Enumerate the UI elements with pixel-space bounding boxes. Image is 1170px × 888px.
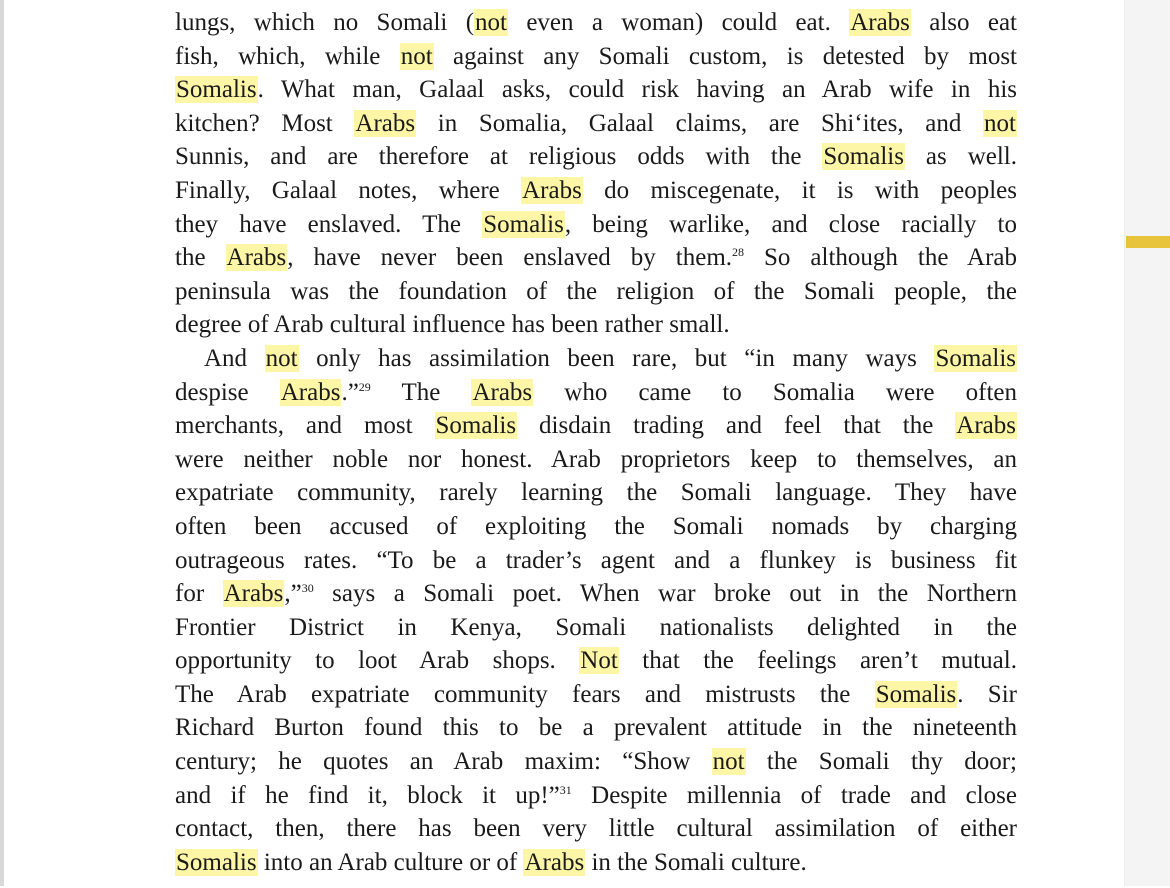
search-highlight: Somalis (176, 76, 257, 104)
text-run: also eat (910, 9, 1017, 36)
text-run: The (370, 378, 472, 406)
document-page (175, 6, 1017, 879)
search-highlight: Arabs (956, 412, 1016, 440)
search-highlight: Arabs (850, 9, 910, 36)
text-run: they have enslaved. The (175, 210, 483, 238)
text-line (175, 577, 1017, 611)
search-highlight: Arabs (522, 176, 582, 204)
text-run: Despite millennia of trade and close (571, 781, 1017, 809)
text-line (175, 544, 1017, 578)
text-run: were neither noble nor honest. Arab proprietors keep to themselves, an (175, 445, 1017, 473)
search-highlight: Somalis (823, 143, 904, 171)
text-line (175, 241, 1017, 275)
text-run: .” (341, 378, 359, 406)
text-run: who came to Somalia were often (533, 378, 1017, 406)
text-line (175, 510, 1017, 544)
text-run: despise (175, 378, 280, 406)
text-run: kitchen? Most (175, 109, 355, 137)
text-line (175, 476, 1017, 510)
text-line (175, 275, 1017, 309)
text-run: Richard Burton found this to be a prevalent attitude in the nineteenth (175, 714, 1017, 742)
search-highlight: not (400, 42, 433, 70)
text-run: even a woman) could eat. (508, 9, 850, 36)
text-run: lungs, which no Somali ( (175, 9, 475, 36)
search-highlight: Arabs (280, 378, 341, 406)
text-line (175, 140, 1017, 174)
search-highlight: not (265, 344, 298, 372)
text-run: peninsula was the foundation of the religion of the Somali people, the (175, 277, 1017, 305)
text-run: . What man, Galaal asks, could risk having an Arab wife in his (257, 76, 1017, 104)
text-line (175, 308, 1017, 342)
text-run: century; he quotes an Arab maxim: “Show (175, 748, 712, 776)
text-run: Sunnis, and are therefore at religious odds with the (175, 143, 823, 171)
search-highlight: Arabs (355, 109, 416, 137)
search-highlight: Arabs (472, 378, 533, 406)
text-run: , have never been enslaved by them. (287, 244, 733, 272)
text-line (175, 678, 1017, 712)
text-line (175, 376, 1017, 410)
text-line (175, 208, 1017, 242)
text-run: do miscegenate, it is with peoples (582, 176, 1017, 204)
footnote-ref: 30 (301, 581, 314, 596)
text-run: So although the Arab (744, 244, 1018, 272)
text-run: , being warlike, and close racially to (564, 210, 1017, 238)
text-run: the (175, 244, 226, 272)
text-run: in the Somali culture. (585, 848, 807, 876)
text-run: . Sir (957, 680, 1017, 708)
text-line (175, 6, 1017, 40)
text-line (175, 644, 1017, 678)
text-run: and if he find it, block it up!” (175, 781, 560, 809)
text-line (175, 443, 1017, 477)
search-highlight: Somalis (435, 412, 517, 440)
text-line (175, 812, 1017, 846)
text-run: The Arab expatriate community fears and mistrusts the (175, 680, 875, 708)
text-run: in Somalia, Galaal claims, are Shi‘ites, and (416, 109, 984, 137)
text-line (175, 342, 1017, 376)
text-line (175, 745, 1017, 779)
text-run: degree of Arab cultural influence has been rather small. (175, 311, 730, 339)
text-run: disdain trading and feel that the (517, 412, 956, 440)
search-highlight: Arabs (524, 848, 585, 876)
text-run: merchants, and most (175, 412, 435, 440)
text-run: And (204, 344, 265, 372)
search-highlight: Somalis (176, 848, 257, 876)
text-run: Finally, Galaal notes, where (175, 176, 522, 204)
text-run: often been accused of exploiting the Somali nomads by charging (175, 512, 1017, 540)
scrollbar-track[interactable] (1124, 0, 1170, 886)
text-run: contact, then, there has been very little cultural assimilation of either (175, 815, 1017, 843)
search-highlight: Somalis (483, 210, 564, 238)
search-highlight: Arabs (226, 244, 287, 272)
text-run: Frontier District in Kenya, Somali nationalists delighted in the (175, 613, 1017, 641)
text-run: into an Arab culture or of (257, 848, 524, 876)
footnote-ref: 28 (732, 245, 745, 260)
search-highlight: Somalis (875, 680, 957, 708)
text-run: outrageous rates. “To be a trader’s agent and a flunkey is business fit (175, 546, 1017, 574)
text-line (175, 611, 1017, 645)
cut-off-next-line (198, 880, 958, 888)
text-run: opportunity to loot Arab shops. (175, 647, 580, 675)
text-run: says a Somali poet. When war broke out in the Northern (313, 580, 1017, 608)
text-line (175, 107, 1017, 141)
text-line (175, 779, 1017, 813)
search-highlight: Somalis (935, 344, 1017, 372)
text-run: the Somali thy door; (745, 748, 1017, 776)
footnote-ref: 29 (358, 379, 371, 394)
search-highlight: not (984, 109, 1016, 137)
text-line (175, 711, 1017, 745)
search-highlight: not (712, 748, 745, 776)
text-run: as well. (904, 143, 1017, 171)
search-highlight: not (475, 9, 507, 36)
text-run: against any Somali custom, is detested by most (433, 42, 1018, 70)
text-line (175, 174, 1017, 208)
text-line (175, 40, 1017, 74)
text-run: fish, which, while (175, 42, 400, 70)
text-run: for (175, 580, 223, 608)
text-line (175, 73, 1017, 107)
search-highlight: Not (580, 647, 618, 675)
text-line (175, 409, 1017, 443)
text-run: ,” (284, 580, 302, 608)
text-line (175, 846, 1017, 880)
search-highlight: Arabs (223, 580, 284, 608)
text-run: expatriate community, rarely learning the Somali language. They have (175, 479, 1017, 507)
search-hit-marker[interactable] (1126, 236, 1170, 248)
footnote-ref: 31 (559, 782, 572, 797)
page-edge (0, 0, 4, 886)
text-run: only has assimilation been rare, but “in many ways (298, 344, 935, 372)
text-run: that the feelings aren’t mutual. (618, 647, 1017, 675)
